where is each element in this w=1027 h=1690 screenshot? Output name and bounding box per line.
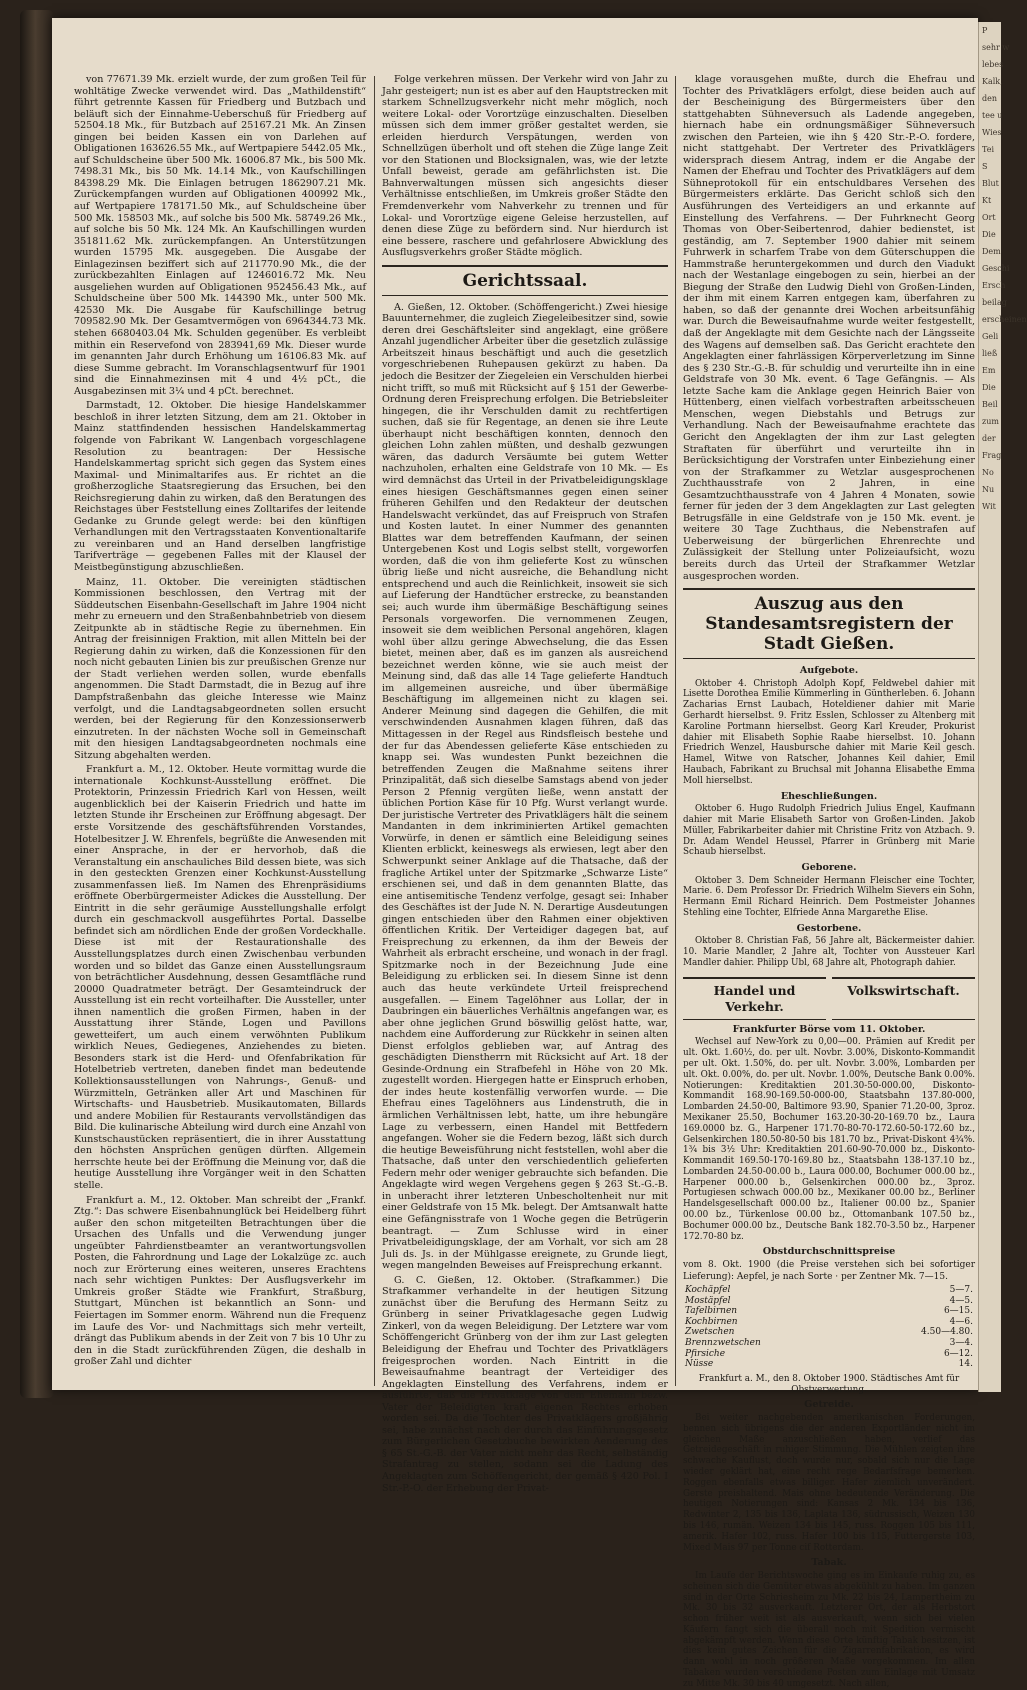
edge-fragment: Em <box>982 366 996 375</box>
tobacco-title: Tabak. <box>811 1557 847 1569</box>
exchange-title: Frankfurter Börse vom 11. Oktober. <box>732 1023 926 1035</box>
fruit-price-row <box>683 1285 975 1296</box>
exchange-report: Wechsel auf New-York zu 0,00—00. Prämien auf Kredit per ult. Okt. 1.60½, do. per ult. Novbr. 3.00%, Diskonto-Kommandit per ult. Okt. 1.50%, do. per ult. Novbr. 3.00%, Lombarden per ult. Okt. 0.00%, do. per ult. Novbr. 1.00%, Deutsche Bank 0.00%. Notierungen: Kreditaktien 201.30-50-000.00, Diskonto-Kommandit 168.90-169.50-000-00, Staatsbahn 137.80-000, Lombarden 24.50-00, Baltimore 93.90, Spanier 71.20-00, 3proz. Mexikaner 25.50, Bochumer 163.20-30-20-169.70 bz., Laura 169.0000 bz. G., Harpener 171.70-80-70-172.60-50-172.60 bz., Gelsenkirchen 180.50-80-50 bis 181.70 bz., Privat-Diskont 4¾%. 1¾ bis 3½ Uhr: Kreditaktien 201.60-90-70.000 bz., Diskonto-Kommandit 169.50-170-169.80 bz., Staatsbahn 138-137.10 bz., Lombarden 24.50-00.00 b., Laura 000.00, Bochumer 000.00 bz., Harpener 000.00 b., Gelsenkirchen 000.00 bz., 3proz. Portugiesen schwach 000.00 bz., Mexikaner 00.00 bz., Berliner Handelsgesellschaft 000.00 bz., Italiener 00.00 bz., Spanier 00.00 bz., Türkenlose 00.00 bz., Ottomanbank 107.50 bz., Bochumer 000.00 bz., Deutsche Bank 182.70-3.50 bz., Harpener 172.70-80 bz. <box>683 1037 975 1242</box>
book-binding <box>20 10 54 1398</box>
fruit-price: 3—4. <box>949 1338 973 1349</box>
tobacco-report: Im Laufe der Berichtswoche ging es im Einkaufe ruhig zu, es scheinen sich die Gemüter etwas abgekühlt zu haben. Im ganzen sind in der Orte Schriesheim zu Mk. 22 bis 24, Lampertheim zu Mk. 30 bis 32 ausverkauft. Letzterer Ort, der als Herbstort schon früher weit ist als ausverkauft, wenn sich bei vielen Käufern fangt sich die überall noch mit Spedition vermischt abgekämpft werden. Wenn diese Orte künftig Tabak besitzen, ist dies kein gutes Zeichen für die Zigarrenfabrikation, es wird dann wohl in noch größeren Maße vorgekommen. Im allen Tabaken wurden verschiedene Posten zum Einlage mit Umsatz zu Mitte Mk. 30 bis 40 umgesetzt. Nach allen, <box>683 1570 975 1689</box>
fruit-price-row <box>683 1296 975 1307</box>
fruit-prices-subtitle: vom 8. Okt. 1900 (die Preise verstehen sich bei sofortiger Lieferung): Aepfel, je nach Sorte · per Zentner Mk. 7—15. <box>683 1260 975 1282</box>
section-title-courtroom: Gerichtssaal. <box>382 265 668 296</box>
column-1 <box>74 74 366 1394</box>
court-report-continuation: klage vorausgehen mußte, durch die Ehefrau und Tochter des Privatklägers erfolgt, diese beiden auch auf der Bescheinigung des Bürgermeisters über den stattgehabten Sühneversuch als Ladende angegeben, hiernach habe ein ordnungsmäßiger Sühneversuch zwischen den Parteien, wie ihn § 420 Str.-P.-O. fordere, nicht stattgehabt. Der Vertreter des Privatklägers widersprach diesem Antrag, indem er die Angabe der Namen der Ehefrau und Tochter des Privatklägers auf dem Sühneprotokoll für ein entschuldbares Versehen des Bürgermeisters erklärte. Das Gericht schloß sich den Ausführungen des Verteidigers an und erkannte auf Einstellung des Verfahrens. — Der Fuhrknecht Georg Thomas von Ober-Seibertenrod, dahier bedienstet, ist geständig, am 7. September 1900 dahier mit seinem Fuhrwerk in scharfem Trabe von dem Güterschuppen die Hammstraße heruntergekommen und durch den Viadukt nach der Westanlage eingebogen zu sein, hierbei an der Biegung der Straße den Ludwig Diehl von Großen-Linden, der ihm mit einem Karren entgegen kam, überfahren zu haben, so daß der genannte drei Wochen arbeitsunfähig war. Durch die Beweisaufnahme wurde weiter festgestellt, daß der Angeklagte mit dem Gesichte nach der Längsseite des Wagens auf demselben saß. Das Gericht erachtete den Angeklagten einer fahrlässigen Körperverletzung im Sinne des § 230 Str.-G.-B. für schuldig und verurteilte ihn in eine Geldstrafe von 30 Mk. event. 6 Tage Gefängnis. — Als letzte Sache kam die Anklage gegen Heinrich Baier von Hüttenberg, einen vielfach vorbestraften arbeitsscheuen Menschen, wegen Diebstahls und Betrugs zur Verhandlung. Nach der Beweisaufnahme erachtete das Gericht den Angeklagten der ihm zur Last gelegten Straftaten für überführt und verurteilte ihn in Berücksichtigung der Vorstrafen unter Einbeziehung einer von der Strafkammer zu Wetzlar ausgesprochenen Zuchthausstrafe von 2 Jahren, in eine Gesamtzuchthausstrafe von 4 Jahren 4 Monaten, sowie ferner für jeden der 3 dem Angeklagten zur Last gelegten Betrugsfälle in eine Geldstrafe von je 150 Mk. event. je weitere 30 Tage Zuchthaus, die Nebenstrafen auf Ueberweisung der bürgerlichen Ehrenrechte und Zulässigkeit der Stellung unter Polizeiaufsicht, wozu bereits durch das Urteil der Strafkammer Wetzlar ausgesprochen worden. <box>683 74 975 582</box>
fruit-price-table <box>683 1285 975 1370</box>
edge-fragment: Ersch <box>982 281 1006 290</box>
edge-fragment: den <box>982 94 998 103</box>
fruit-prices-title: Obstdurchschnittspreise <box>762 1246 896 1258</box>
registry-subtitle: Eheschließungen. <box>780 790 878 802</box>
trade-header-row <box>683 977 975 1020</box>
edge-fragment: No <box>982 468 994 477</box>
fruit-price-row <box>683 1359 975 1370</box>
edge-fragment: Tei <box>982 145 995 154</box>
facing-page-fragments <box>979 22 1027 515</box>
edge-fragment: der <box>982 434 996 443</box>
edge-fragment: Frag <box>982 451 1002 460</box>
facing-page-edge <box>978 22 1027 1392</box>
fruit-price: 6—12. <box>943 1348 973 1359</box>
edge-fragment: Nu <box>982 485 995 494</box>
registry-subtitle: Aufgebote. <box>799 665 859 677</box>
edge-fragment: beilag <box>982 298 1007 307</box>
fruit-price: 4—5. <box>949 1295 973 1306</box>
fruit-dateline: Frankfurt a. M., den 8. Oktober 1900. Städtisches Amt für Obstverwertung. <box>698 1373 960 1395</box>
edge-fragment: P <box>982 26 988 35</box>
edge-fragment: Dem <box>982 247 1001 256</box>
edge-fragment: Beil <box>982 400 998 409</box>
edge-fragment: Kalk, <box>982 77 1003 86</box>
fruit-price-row <box>683 1327 975 1338</box>
fruit-price-row <box>683 1317 975 1328</box>
fruit-name: Zwetschen <box>685 1327 735 1338</box>
fruit-name: Kochbirnen <box>685 1316 738 1327</box>
grain-title: Getreide. <box>804 1399 854 1411</box>
article-darmstadt: Darmstadt, 12. Oktober. Die hiesige Handelskammer beschloß in ihrer letzten Sitzung, dem am 21. Oktober in Mainz stattfindenden hessischen Handelskammertag folgende von Fabrikant W. Langenbach vorgeschlagene Resolution zu beantragen: Der Hessische Handelskammertag spricht sich gegen das System eines Maximal- und Minimaltarifes aus. Er richtet an die großherzogliche Staatsregierung das Ersuchen, bei den Reichsregierung dahin zu wirken, daß den Beratungen des Reichstages über Feststellung eines Zolltarifes der leitende Gedanke zu Grunde gelegt werde: bei den künftigen Verhandlungen mit den Vertragsstaaten Konventionaltarife zu vereinbaren und an Hand derselben langfristige Tarifverträge — gegebenen Falles mit der Klausel der Meistbegünstigung abzuschließen. <box>74 400 366 573</box>
newspaper-page <box>52 18 978 1689</box>
fruit-name: Kochäpfel <box>685 1285 731 1296</box>
edge-fragment: lebes <box>982 60 1004 69</box>
court-report-schoeffengericht: A. Gießen, 12. Oktober. (Schöffengericht.) Zwei hiesige Bauunternehmer, die zugleich Ziegeleibesitzer sind, sowie deren drei Geschäftsleiter sind angeklagt, eine größere Anzahl jugendlicher Arbeiter über die gesetzlich zulässige Arbeitszeit hinaus beschäftigt und auch die gesetzlich vorgeschriebenen Ruhepausen gekürzt zu haben. Da jedoch die Besitzer der Ziegeleien ein Verschulden hierbei nicht trifft, so muß mit Rücksicht auf § 151 der Gewerbe-Ordnung deren Freisprechung erfolgen. Die Betriebsleiter hingegen, die ihr Verschulden damit zu rechtfertigen suchen, daß sie für Regentage, an denen sie ihre Leute überhaupt nicht beschäftigen konnten, dennoch den gleichen Lohn zahlen müßten, und deshalb gezwungen wären, das dadurch Versäumte bei gutem Wetter nachzuholen, erhalten eine Geldstrafe von 10 Mk. — Es wird demnächst das Urteil in der Privatbeleidigungsklage eines hiesigen Geschäftsmannes gegen einen seiner früheren Gehilfen und den Redakteur der deutschen Handelswacht verkündet, das auf Freispruch von Strafen und Kosten lautet. In einer Nummer des genannten Blattes war dem betreffenden Kaufmann, der seinen Untergebenen Kost und Logis selbst stellt, vorgeworfen worden, daß die von ihm gelieferte Kost zu wünschen übrig ließe und nicht ausreiche, die Behandlung nicht entsprechend und auch die Reinlichkeit, insoweit sie sich auf Lieferung der Handtücher erstrecke, zu beanstanden sei; auch wurde ihm übermäßige Beschäftigung seines Personals vorgeworfen. Die vernommenen Zeugen, insoweit sie dem weiblichen Personal angehören, klagen wohl über allzu geringe Abwechselung, die das Essen bietet, meinen aber, daß es im ganzen als ausreichend bezeichnet werden könne, wie sie auch meist der Meinung sind, daß das alle 14 Tage gelieferte Handtuch im allgemeinen ausreiche, und über übermäßige Beschäftigung im allgemeinen nicht zu klagen sei. Anderer Meinung sind dagegen die Gehilfen, die mit verschwindenden Ausnahmen klagen führen, daß das Mittagessen in der Regel aus Rindsfleisch bestehe und der fur das Abendessen gelieferte Käse entschieden zu knapp sei. Was wundesten Punkt bezeichnen die betreffenden Zeugen die Maßnahme seitens ihrer Prinzipalität, daß sich dieselbe Samstags abend von jeder Person 2 Pfennig vergüten ließe, wenn anstatt der üblichen Portion Käse für 10 Pfg. Wurst verlangt wurde. Der juristische Vertreter des Privatklägers hält die seinem Mandanten in dem inkriminierten Artikel gemachten Vorwürfe, in denen er sämtlich eine Beleidigung seines Klienten erblickt, keineswegs als erwiesen, legt aber den Schwerpunkt seiner Anklage auf die Thatsache, daß der fragliche Artikel unter der Spitzmarke „Schwarze Liste“ erschienen sei, und daß in dem genannten Blatte, das eine antisemitische Tendenz verfolge, gesagt sei: Inhaber des Geschäftes ist der Jude N. N. Derartige Ausdeutungen gingen entschieden über den Rahmen einer objektiven öffentlichen Kritik. Der Verteidiger dagegen bat, auf Freisprechung zu erkennen, da ihm der Beweis der Wahrheit als erbracht erscheine, und wonach in der fragl. Spitzmarke noch in der Bezeichnung Jude eine Beleidigung zu erblicken sei. In diesem Sinne ist denn auch das heute verkündete Urteil freisprechend ausgefallen. — Einem Tagelöhner aus Lollar, der in Daubringen ein bäuerliches Verhältnis angefangen war, es aber ohne jeglichen Grund böswillig gelöst hatte, war, nachdem eine Aufforderung zur Rückkehr in seinen alten Dienst erfolglos geblieben war, auf Antrag des geschädigten Dienstherrn mit Rücksicht auf Art. 18 der Gesinde-Ordnung ein Strafbefehl in Höhe von 20 Mk. zugestellt worden. Hiergegen hatte er Einspruch erhoben, der indes heute kostenfällig verworfen wurde. — Die Ehefrau eines Tagelöhners aus Lindenstruth, die in ärmlichen Verhältnissen lebt, hatte, um ihre hebungäre Lage zu verbessern, einen Handel mit Bettfedern angefangen. Woher sie die Federn bezog, läßt sich durch die heutige Beweisführung nicht feststellen, wohl aber die Thatsache, daß unter den verschiedentlich gelieferten Federn mehr oder weniger gebrauchte sich befanden. Die Angeklagte wird wegen Vergehens gegen § 263 St.-G.-B. in unberacht ihrer letzteren Unbescholtenheit nur mit einer Geldstrafe von 15 Mk. belegt. Der Amtsanwalt hatte eine Gefängnisstrafe von 1 Woche gegen die Betrügerin beantragt. — Zum Schlusse wird in einer Privatbeleidigungsklage, der am Vorhalt, vor sich am 28 Juli ds. Js. in der Mühlgasse ereignete, zu Grunde liegt, wegen mangelnden Beweises auf Freisprechung erkannt. <box>382 301 668 1272</box>
court-report-strafkammer: G. C. Gießen, 12. Oktober. (Strafkammer.) Die Strafkammer verhandelte in der heutigen Sitzung zunächst über die Berufung des Hermann Seitz zu Grünberg in seiner Privatklagesache gegen Ludwig Zinkerl, von da wegen Beleidigung. Der Letztere war vom Schöffengericht Grünberg von der ihm zur Last gelegten Beleidigung der Ehefrau und Tochter des Privatklägers freigesprochen worden. Nach Eintritt in die Beweisaufnahme beantragt der Verteidiger des Angeklagten Einstellung des Verfahrens, indem er ausführte, daß die Privatklage von dem Ehemann bezw. Vater der Beleidigten kraft eigenen Rechtes erhoben worden sei. Da die Tochter des Privatklägers großjährig sei, habe zunächst nach der durch das Einführungsgesetz zum Bürgerlichen Gesetzbuche bewirkten Aenderung des § 65 St.-G.-B. der Vater nicht mehr das Recht, selbständig Strafantrag zu stellen, sodann sei die Ladung des Angeklagten zum Schöffengericht, der gemäß § 420 Pol. I Str.-P.-O. der Erhebung der Privat- <box>382 1274 668 1494</box>
edge-fragment: Die <box>982 383 996 392</box>
registry-entries: Oktober 3. Dem Schneider Hermann Fleischer eine Tochter, Marie. 6. Dem Professor Dr. Friedrich Wilhelm Sievers ein Sohn, Hermann Emil Richard Heinrich. Dem Postmeister Johannes Stehling eine Tochter, Elfriede Anna Margarethe Elise. <box>683 875 975 919</box>
fruit-name: Mostäpfel <box>685 1295 731 1306</box>
edge-fragment: Ort <box>982 213 996 222</box>
edge-fragment: Geschi <box>982 264 1010 273</box>
registry-subtitle: Geborene. <box>801 862 857 874</box>
article-savings-bank: von 77671.39 Mk. erzielt wurde, der zum großen Teil für wohltätige Zwecke verwendet wird. Das „Mathildenstift“ führt getrennte Kassen für Friedberg und Butzbach und beläuft sich der Einnahme-Ueberschuß für Friedberg auf 52504.18 Mk., für Butzbach auf 25167.21 Mk. An Zinsen gingen bei beiden Kassen ein von Darlehen auf Obligationen 163626.55 Mk., auf Wertpapiere 5442.05 Mk., auf Schuldscheine über 500 Mk. 16006.87 Mk., bis 500 Mk. 7498.31 Mk., bis 50 Mk. 14.14 Mk., von Kaufschillingen 84398.29 Mk. Die Einlagen betrugen 1862907.21 Mk. Zurückempfangen wurden auf Obligationen 400992 Mk., auf Wertpapiere 178171.50 Mk., auf Schuldscheine über 500 Mk. 158503 Mk., auf solche bis 500 Mk. 58749.26 Mk., auf solche bis 50 Mk. 124 Mk. An Kaufschillingen wurden 351811.62 Mk. zurückempfangen. An Unterstützungen wurden 15795 Mk. ausgegeben. Die Ausgabe der Einlagezinsen beziffert sich auf 211770.90 Mk., die der zurückbezahlten Einlagen auf 1246016.72 Mk. Neu ausgeliehen wurden auf Obligationen 952456.43 Mk., auf Schuldscheine über 500 Mk. 144390 Mk., unter 500 Mk. 42530 Mk. Die Ausgabe für Kaufschillinge betrug 709582.90 Mk. Der Gesamtvermögen von 6964344.73 Mk. stehen 6680403.04 Mk. Schulden gegenüber. Es verbleibt mithin ein Reservefond von 283941,69 Mk. Dieser wurde im genannten Jahr durch Erhöhung um 16106.83 Mk. auf diese Summe gebracht. Im Voranschlagsentwurf für 1901 sind die Einnahmezinsen mit 4 und 4½ pCt., die Ausgabezinsen mit 3¼ und 4 pCt. berechnet. <box>74 74 366 397</box>
section-title-civil-registry: Auszug aus den Standesamtsregistern der Stadt Gießen. <box>683 588 975 659</box>
edge-fragment: Blut <box>982 179 999 188</box>
registry-subtitle: Gestorbene. <box>796 922 862 934</box>
edge-fragment: tee u <box>982 111 1003 120</box>
article-railway-accident: Frankfurt a. M., 12. Oktober. Man schreibt der „Frankf. Ztg.“: Das schwere Eisenbahnunglück bei Heidelberg führt außer den schon mitgeteilten Betrachtungen über die Ursachen des Unfalls und die Verwendung junger ungeübter Fahrdienstbeamter an verantwortungsvollen Posten, die Fahrordnung und Lage der Lokalzüge zc. auch noch zur Erörterung eines weiteren, unseres Erachtens nach sehr wichtigen Punktes: Der Ausflugsverkehr im Umkreis großer Städte wie Frankfurt, Straßburg, Stuttgart, München ist bekanntlich an Sonn- und Feiertagen im Sommer enorm. Während nun die Frequenz im Laufe des Vor- und Nachmittags sich mehr verteilt, drängt das Publikum abends in der Zeit von 7 bis 10 Uhr zu den in die Stadt zurückführenden Zügen, die deshalb in großer Zahl und dichter <box>74 1194 366 1368</box>
fruit-price-row <box>683 1306 975 1317</box>
section-title-trade: Handel und Verkehr. <box>683 977 826 1020</box>
fruit-name: Pfirsiche <box>685 1348 726 1359</box>
fruit-price: 4.50—4.80. <box>921 1327 973 1338</box>
edge-fragment: Die <box>982 230 996 239</box>
registry-entries: Oktober 8. Christian Faß, 56 Jahre alt, Bäckermeister dahier. 10. Marie Mandler, 2 Jahre alt, Tochter von Aussteuer Karl Mandler dahier. Philipp Ubl, 68 Jahre alt, Photograph dahier. <box>683 936 975 968</box>
column-rule <box>675 76 676 1386</box>
article-mainz: Mainz, 11. Oktober. Die vereinigten städtischen Kommissionen beschlossen, den Vertrag mit der Süddeutschen Eisenbahn-Gesellschaft im Jahre 1904 nicht mehr zu erneuern und den Straßenbahnbetrieb von diesem Zeitpunkte ab in städtische Regie zu übernehmen. Ein Antrag der freisinnigen Fraktion, mit allen Mitteln bei der Regierung dahin zu wirken, daß die Konzessionen für den noch nicht gebauten Linien bis zur preußischen Grenze nur der Stadt verliehen werden sollen, wurde ebenfalls angenommen. Die Stadt Darmstadt, die in Bezug auf ihre Dampfstraßenbahn das gleiche Interesse wie Mainz verfolgt, und die Landtagsabgeordneten sollen ersucht werden, bei der Regierung für den Konzessionserwerb einzutreten. In der nächsten Woche soll in Gemeinschaft mit den hiesigen Landtagsabgeordneten nochmals eine Sitzung abgehalten werden. <box>74 576 366 761</box>
fruit-price: 6—15. <box>943 1306 973 1317</box>
fruit-price: 14. <box>958 1359 973 1370</box>
article-cooking-exhibition: Frankfurt a. M., 12. Oktober. Heute vormittag wurde die internationale Kochkunst-Ausstellung eröffnet. Die Protektorin, Prinzessin Friedrich Karl von Hessen, weilt augenblicklich bei der Kaiserin Friedrich und hatte im letzten Stunde ihr Erscheinen zur Eröffnung abgesagt. Der erste Vorsitzende des geschäftsführenden Vorstandes, Hotelbesitzer J. W. Ehrenfels, begrüßte die Anwesenden mit einer Ansprache, in der er hervorhob, daß die Veranstaltung ein anschauliches Bild dessen biete, was sich in den gesteckten Grenzen einer Kochkunst-Ausstellung zusammenfassen ließ. Im Namen des Ehrenpräsidiums eröffnete Oberbürgermeister Adickes die Ausstellung. Der Eintritt in die sehr geräumige Ausstellungshalle erfolgt durch ein geschmackvoll ausgeführtes Portal. Dasselbe befindet sich am nördlichen Ende der großen Vordeckhalle. Diese ist mit der Restaurationshalle des Ausstellungsplatzes durch einen Zwischenbau verbunden worden und so bildet das Ganze einen Ausstellungsraum von beträchtlicher Ausdehnung, dessen Gesamtfläche rund 20000 Quadratmeter beträgt. Der Gesamteindruck der Ausstellung ist ein recht vorteilhafter. Die Aussteller, unter ihnen namentlich die großen Firmen, haben in der Ausstattung ihrer Stände, Logen und Pavillons gewetteifert, um auch einem verwöhnten Publikum wirklich Neues, Gediegenes, Anziehendes zu bieten. Besonders stark ist die Herd- und Ofenfabrikation für Hotelbetrieb vertreten, daneben findet man bedeutende Kollektionsausstellungen von Nahrungs-, Genuß- und Würzmitteln, Getränken aller Art und Maschinen für Wirtschafts- und Hausbetrieb. Musikautomaten, Billards und andere Mobilien für Restaurants vervollständigen das Bild. Die kulinarische Abteilung wird durch eine Anzahl von Kunstschaustücken repräsentiert, die in ihrer Ausstattung den höchsten Ansprüchen genügen dürften. Allgemein herrschte heute bei der Eröffnung die Meinung vor, daß die heutige Ausstellung ihre Vorgänger weit in den Schatten stelle. <box>74 764 366 1191</box>
column-rule <box>374 76 375 1386</box>
edge-fragment: Kt <box>982 196 992 205</box>
fruit-name: Nüsse <box>685 1359 714 1370</box>
fruit-name: Tafelbirnen <box>685 1306 738 1317</box>
edge-fragment: zum <box>982 417 999 426</box>
fruit-price: 4—6. <box>949 1316 973 1327</box>
edge-fragment: Geli <box>982 332 999 341</box>
edge-fragment: S <box>982 162 988 171</box>
edge-fragment: Wit <box>982 502 996 511</box>
section-title-economy: Volkswirtschaft. <box>832 977 975 1020</box>
article-continuation: Folge verkehren müssen. Der Verkehr wird von Jahr zu Jahr gesteigert; nun ist es aber auf den Hauptstrecken mit starkem Schnellzugsverkehr nicht mehr möglich, noch weitere Lokal- oder Vorortzüge einzuschalten. Dieselben müssen sich dem immer größer gestaltet werden, sie erleiden hierdurch Verspätungen, werden von Schnellzügen überholt und oft stehen die Züge lange Zeit vor den Stationen und Blocksignalen, was, wie der letzte Unfall beweist, gerade am gefährlichsten ist. Die Bahnverwaltungen müssen sich angesichts dieser Verhältnisse entschließen, im Umkreis großer Städte den Fremdenverkehr vom Nahverkehr zu trennen und für Lokal- und Vorortzüge eigene Geleise herzustellen, auf denen diese Züge zu befördern sind. Nur hierdurch ist eine bessere, raschere und gefahrlosere Abwicklung des Ausflugsverkehrs großer Städte möglich. <box>382 74 668 259</box>
edge-fragment: Wies <box>982 128 1002 137</box>
fruit-price: 5—7. <box>949 1285 973 1296</box>
edge-fragment: ließ <box>982 349 998 358</box>
fruit-price-row <box>683 1349 975 1360</box>
column-3 <box>683 74 975 1689</box>
registry-entries: Oktober 6. Hugo Rudolph Friedrich Julius Engel, Kaufmann dahier mit Marie Elisabeth Sartor von Großen-Linden. Jakob Müller, Fabrikarbeiter dahier mit Christine Fritz von Atzbach. 9. Dr. Adam Wendel Heussel, Pfarrer in Grünberg mit Marie Schaub hierselbst. <box>683 804 975 858</box>
fruit-price-body <box>683 1285 975 1370</box>
edge-fragment: erscheinen <box>982 315 1027 324</box>
registry-entries: Oktober 4. Christoph Adolph Kopf, Feldwebel dahier mit Lisette Dorothea Emilie Kümmerling in Güntherleben. 6. Johann Zacharias Ernst Laubach, Hoteldiener dahier mit Marie Gerhardt hierselbst. 9. Fritz Esslen, Schlosser zu Altenberg mit Karoline Portmann hierselbst. Georg Karl Kreuder, Prokurist dahier mit Elisabeth Sophie Raabe hierselbst. 10. Johann Friedrich Wenzel, Hausbursche dahier mit Marie Keil gesch. Hamel, Witwe von Ratscher, Johannes Keil dahier, Emil Haubach, Fabrikant zu Bruchsal mit Johanna Elisabethe Emma Moll hierselbst. <box>683 678 975 786</box>
fruit-price-row <box>683 1338 975 1349</box>
fruit-name: Brennzwetschen <box>685 1338 761 1349</box>
edge-fragment: sehr w <box>982 43 1010 52</box>
grain-report: Bei weiter nachgebenden amerikanischen Forderungen, bennen sich übrigens die der anderen Exportländer nicht im gleichen Maße anzuschließen haben, verlief das Getreidegeschäft in ruhiger Stimmung. Die Mühlen zeigten ihre schwache Kauflust, doch wurde nur, sobald sich nur die Lage wieder geklärt hat, eine recht rege Bedarfsfrage bemerken. Roggen ebenfalls etwas billiger. Hafer ziemlich unverändert. Gerste preishaltend. Mais ohne bedeutende Veränderung. Die heutigen Notierungen sind: Kansas 2 Mk. 134 bis 136, Redwinter 2, 135 bis 136, Laplata 136, südrussisch, Weizen 130 bis 146, rumän. Weizen 134 bis 145, russ. Roggen 105 bis 111, amerik. Hafer 102, russ. Hafer 100 bis 115, Futtergerste 103, Mixed Mais 97 per Tonne cif Rotterdam. <box>683 1413 975 1553</box>
column-2 <box>382 74 668 1494</box>
